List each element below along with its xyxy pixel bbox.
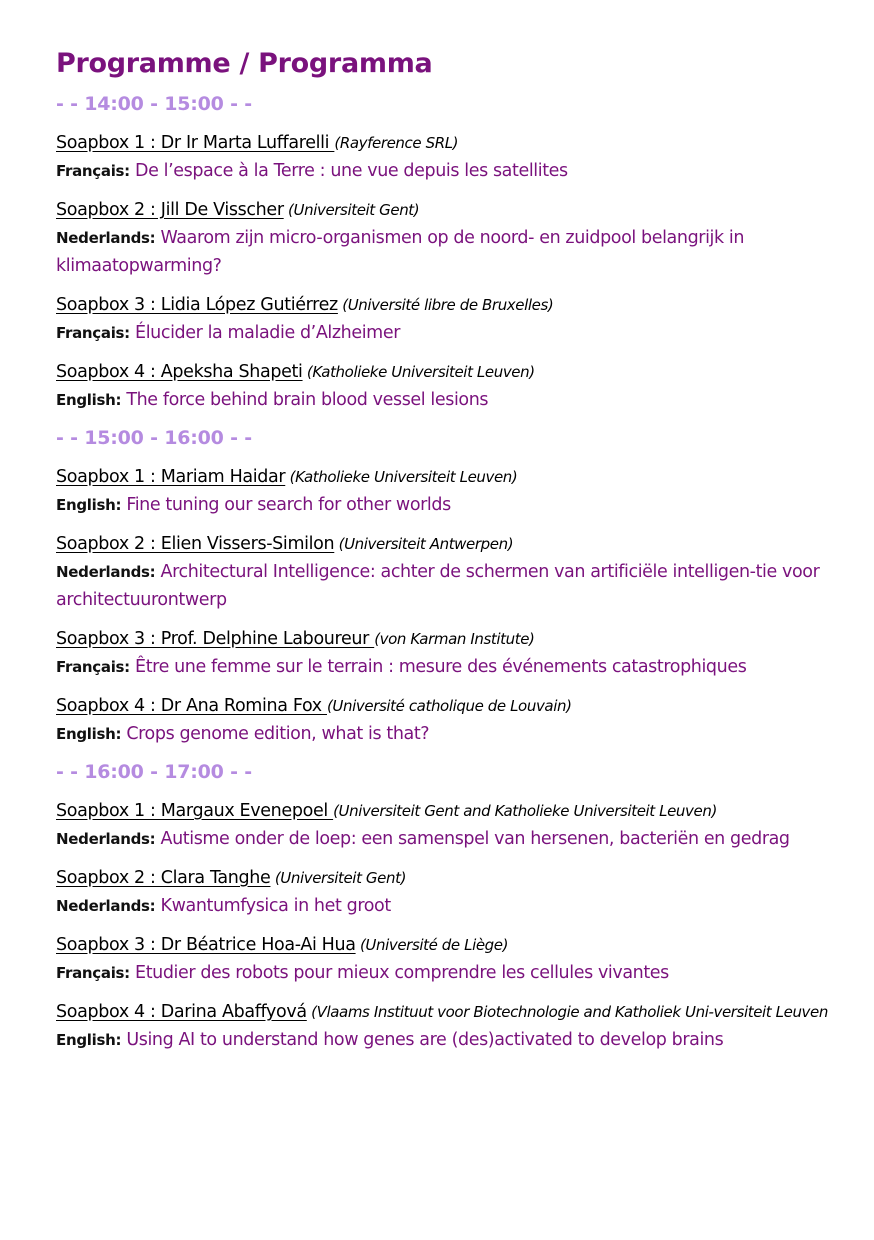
talk-header bbox=[56, 933, 834, 957]
institution: (Rayference SRL) bbox=[334, 134, 459, 152]
speaker-name: Soapbox 3 : Lidia López Gutiérrez bbox=[56, 295, 338, 315]
talk-entry bbox=[56, 1000, 834, 1054]
talk-topic-line bbox=[56, 386, 834, 414]
talk-topic-line bbox=[56, 720, 834, 748]
talk-entry bbox=[56, 131, 834, 185]
talk-entry bbox=[56, 799, 834, 853]
talk-topic: Architectural Intelligence: achter de schermen van artificiële intelligen-tie voor architectuurontwerp bbox=[56, 562, 820, 610]
institution: (Universiteit Gent) bbox=[283, 201, 420, 219]
speaker-name: Soapbox 4 : Apeksha Shapeti bbox=[56, 362, 303, 382]
talk-header bbox=[56, 131, 834, 155]
talk-topic-line bbox=[56, 157, 834, 185]
talk-header bbox=[56, 866, 834, 890]
talk-header bbox=[56, 627, 834, 651]
language-label: English: bbox=[56, 391, 122, 409]
talk-header bbox=[56, 198, 834, 222]
language-label: Nederlands: bbox=[56, 563, 156, 581]
talk-header bbox=[56, 360, 834, 384]
talk-topic-line bbox=[56, 224, 834, 280]
talk-topic-line bbox=[56, 653, 834, 681]
institution: (Universiteit Antwerpen) bbox=[334, 535, 514, 553]
speaker-name: Soapbox 3 : Dr Béatrice Hoa-Ai Hua bbox=[56, 935, 356, 955]
institution: (Université libre de Bruxelles) bbox=[337, 296, 554, 314]
language-label: Nederlands: bbox=[56, 229, 156, 247]
page-title: Programme / Programma bbox=[56, 48, 433, 79]
institution: (Universiteit Gent and Katholieke Universiteit Leuven) bbox=[333, 802, 717, 820]
talk-topic-line bbox=[56, 319, 834, 347]
time-slot-1 bbox=[56, 93, 834, 414]
time-slot-heading: - - 15:00 - 16:00 - - bbox=[56, 427, 252, 449]
language-label: Nederlands: bbox=[56, 897, 156, 915]
talk-topic: Fine tuning our search for other worlds bbox=[121, 495, 451, 515]
talk-topic: The force behind brain blood vessel lesions bbox=[121, 390, 489, 410]
talk-topic: Autisme onder de loep: een samenspel van hersenen, bacteriën en gedrag bbox=[155, 829, 790, 849]
talk-topic-line bbox=[56, 1026, 834, 1054]
speaker-name: Soapbox 1 : Margaux Evenepoel bbox=[56, 801, 334, 821]
talk-topic-line bbox=[56, 491, 834, 519]
talk-topic: Using AI to understand how genes are (des)activated to develop brains bbox=[121, 1030, 724, 1050]
talk-topic: Être une femme sur le terrain : mesure des événements catastrophiques bbox=[129, 657, 747, 677]
speaker-name: Soapbox 2 : Elien Vissers-Similon bbox=[56, 534, 335, 554]
language-label: Français: bbox=[56, 658, 130, 676]
institution: (Vlaams Instituut voor Biotechnologie and Katholiek Uni-versiteit Leuven bbox=[306, 1003, 828, 1021]
speaker-name: Soapbox 1 : Dr Ir Marta Luffarelli bbox=[56, 133, 335, 153]
talk-header bbox=[56, 1000, 834, 1024]
talk-topic-line bbox=[56, 558, 834, 614]
talk-header bbox=[56, 465, 834, 489]
talk-entry bbox=[56, 293, 834, 347]
talk-entry bbox=[56, 198, 834, 280]
time-slot-2 bbox=[56, 427, 834, 748]
language-label: Français: bbox=[56, 324, 130, 342]
language-label: English: bbox=[56, 496, 122, 514]
time-slot-3 bbox=[56, 761, 834, 1054]
language-label: Français: bbox=[56, 162, 130, 180]
talk-topic: De l’espace à la Terre : une vue depuis les satellites bbox=[129, 161, 568, 181]
talk-header bbox=[56, 799, 834, 823]
institution: (von Karman Institute) bbox=[374, 630, 535, 648]
language-label: Français: bbox=[56, 964, 130, 982]
institution: (Katholieke Universiteit Leuven) bbox=[285, 468, 518, 486]
institution: (Katholieke Universiteit Leuven) bbox=[302, 363, 535, 381]
institution: (Université de Liège) bbox=[355, 936, 509, 954]
talk-entry bbox=[56, 694, 834, 748]
speaker-name: Soapbox 4 : Dr Ana Romina Fox bbox=[56, 696, 327, 716]
talk-topic: Crops genome edition, what is that? bbox=[121, 724, 430, 744]
language-label: English: bbox=[56, 725, 122, 743]
speaker-name: Soapbox 3 : Prof. Delphine Laboureur bbox=[56, 629, 375, 649]
talk-topic-line bbox=[56, 825, 834, 853]
talk-header bbox=[56, 293, 834, 317]
speaker-name: Soapbox 1 : Mariam Haidar bbox=[56, 467, 286, 487]
talk-topic: Kwantumfysica in het groot bbox=[155, 896, 391, 916]
talk-topic: Etudier des robots pour mieux comprendre les cellules vivantes bbox=[129, 963, 669, 983]
talk-entry bbox=[56, 866, 834, 920]
talk-header bbox=[56, 532, 834, 556]
talk-topic: Waarom zijn micro-organismen op de noord- en zuidpool belangrijk in klimaatopwarming? bbox=[56, 228, 745, 276]
time-slot-heading: - - 16:00 - 17:00 - - bbox=[56, 761, 252, 783]
institution: (Université catholique de Louvain) bbox=[326, 697, 572, 715]
talk-header bbox=[56, 694, 834, 718]
speaker-name: Soapbox 2 : Clara Tanghe bbox=[56, 868, 271, 888]
language-label: English: bbox=[56, 1031, 122, 1049]
talk-topic-line bbox=[56, 892, 834, 920]
language-label: Nederlands: bbox=[56, 830, 156, 848]
talk-entry bbox=[56, 933, 834, 987]
talk-entry bbox=[56, 532, 834, 614]
talk-entry bbox=[56, 465, 834, 519]
talk-topic-line bbox=[56, 959, 834, 987]
talk-entry bbox=[56, 627, 834, 681]
time-slot-heading: - - 14:00 - 15:00 - - bbox=[56, 93, 252, 115]
talk-topic: Élucider la maladie d’Alzheimer bbox=[129, 323, 400, 343]
institution: (Universiteit Gent) bbox=[270, 869, 407, 887]
speaker-name: Soapbox 2 : Jill De Visscher bbox=[56, 200, 284, 220]
speaker-name: Soapbox 4 : Darina Abaffyová bbox=[56, 1002, 307, 1022]
talk-entry bbox=[56, 360, 834, 414]
